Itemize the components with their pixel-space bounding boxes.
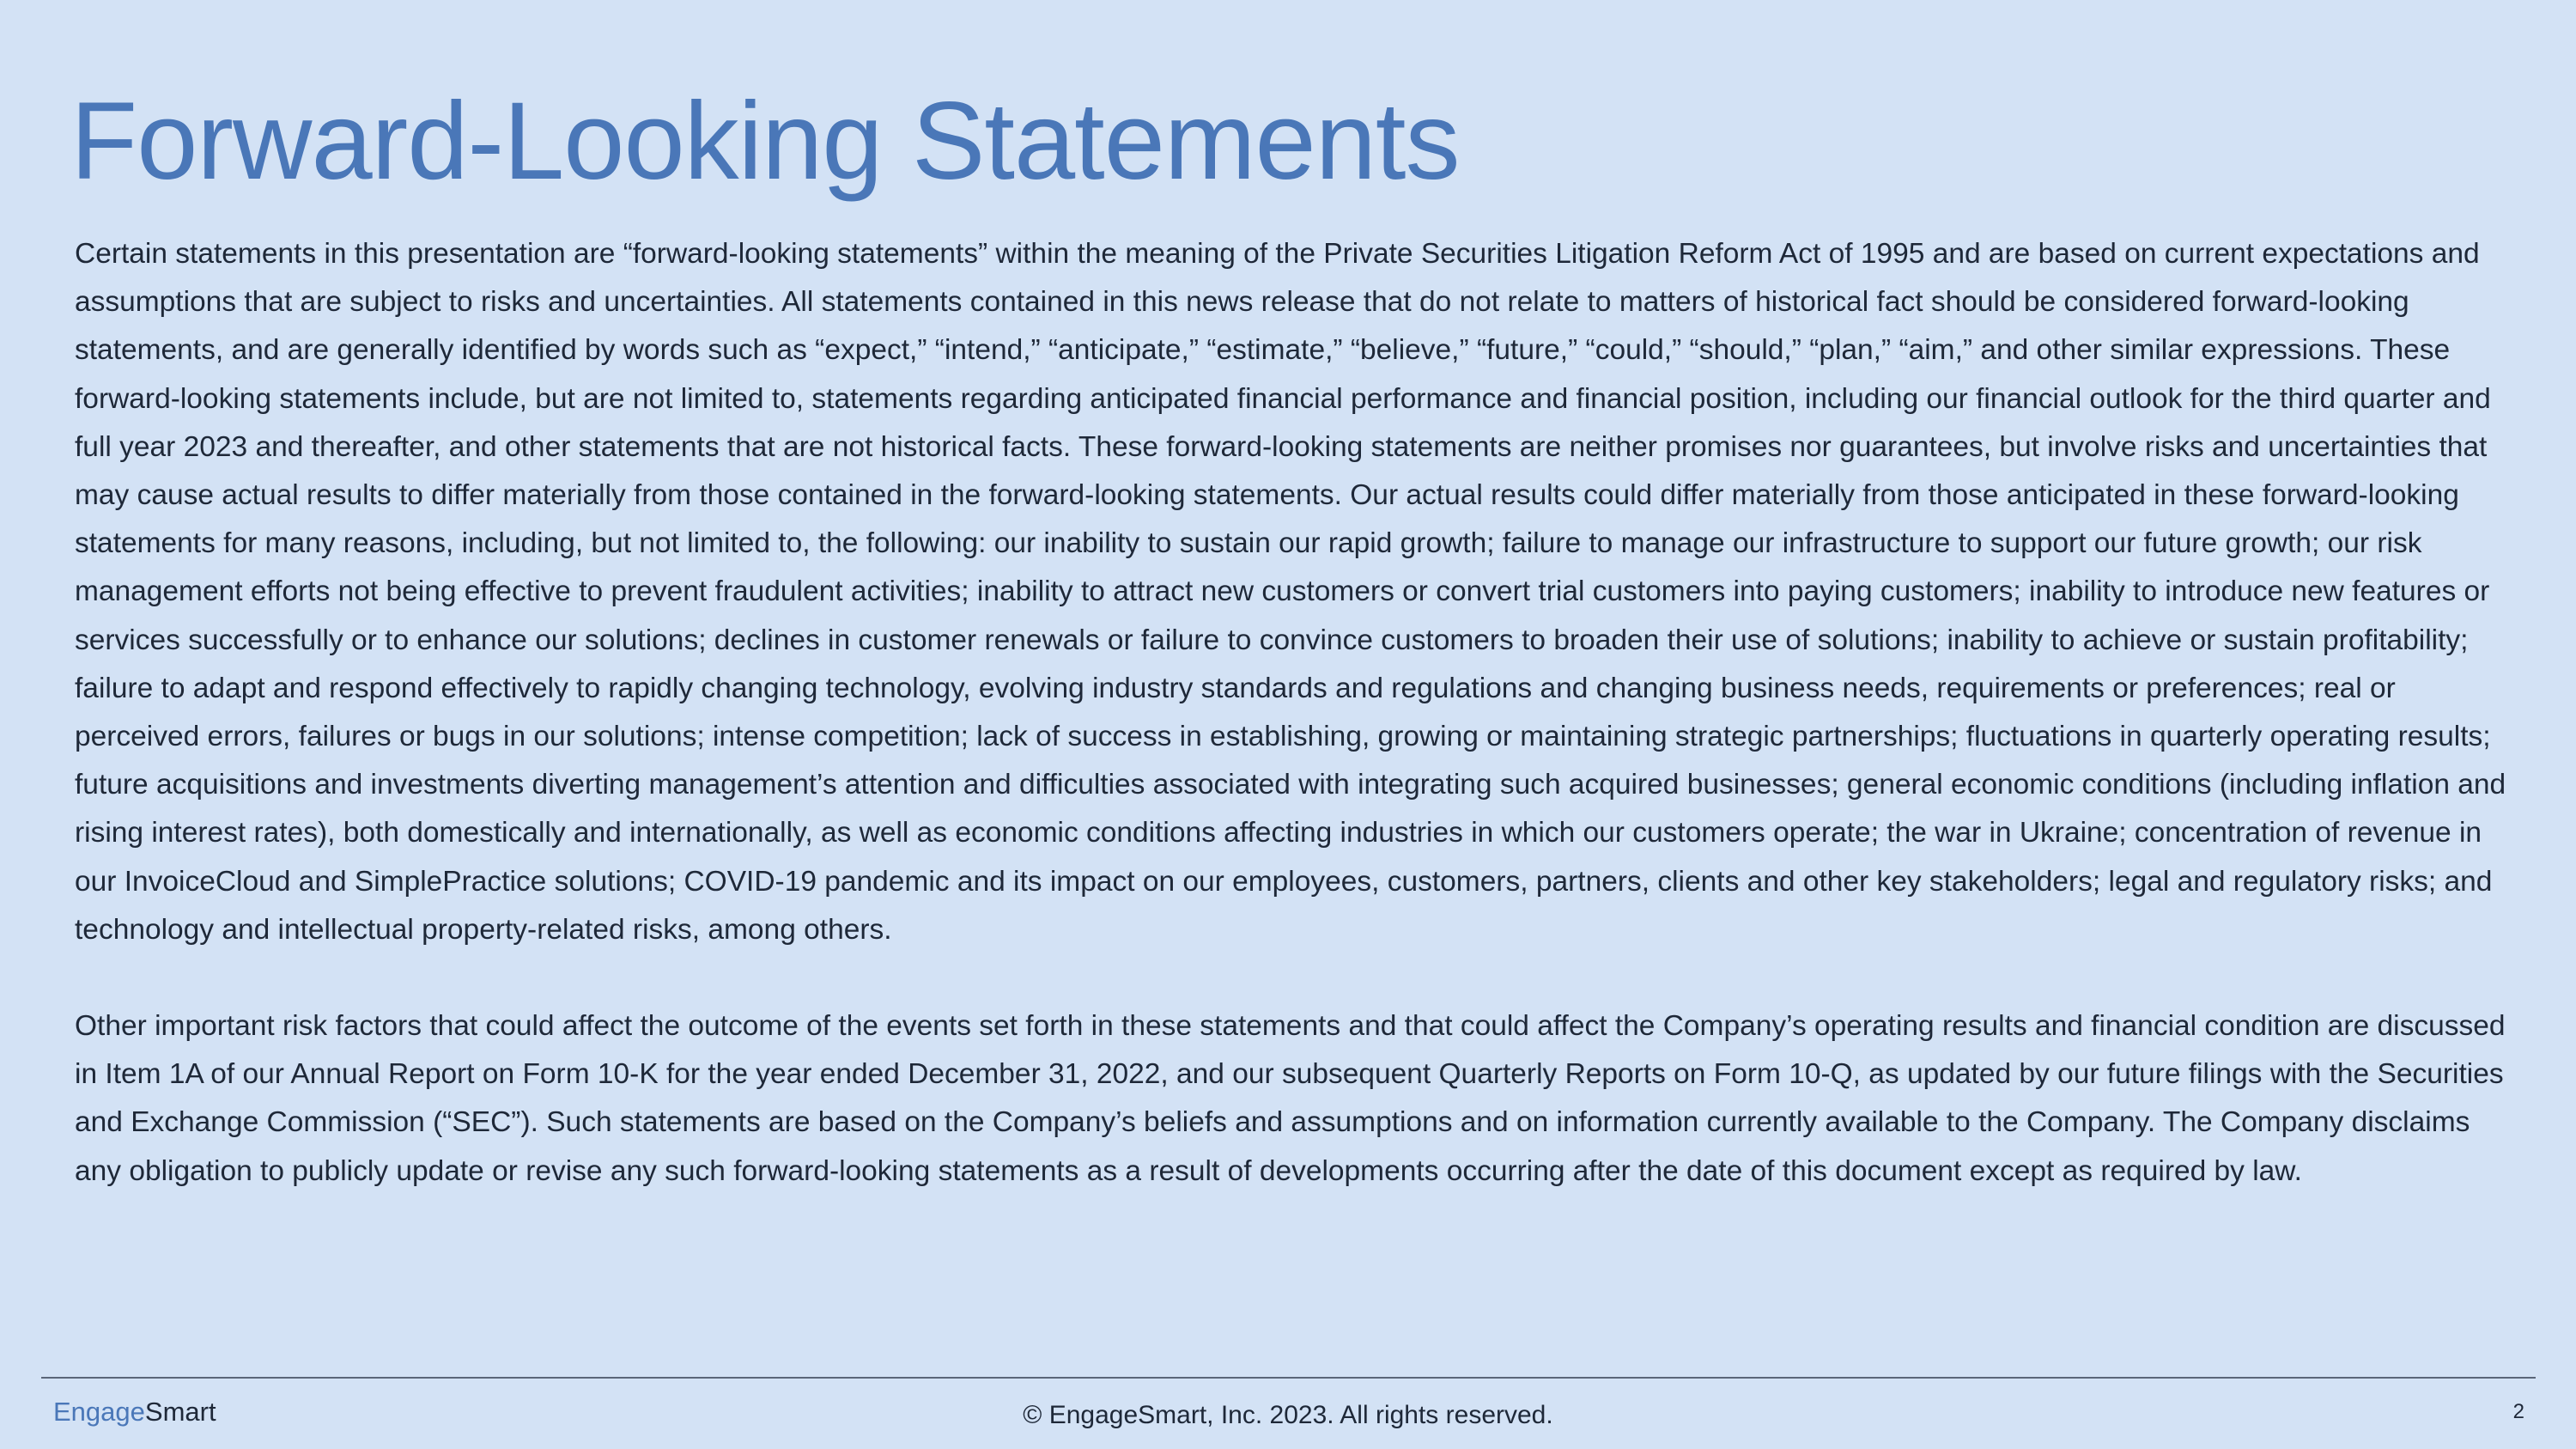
- slide-title: Forward-Looking Statements: [70, 80, 1460, 203]
- logo-smart-text: Smart: [144, 1397, 216, 1427]
- paragraph-forward-looking: Certain statements in this presentation are “forward-looking statements” within the meaning of the Private Securities Litigation Reform Act of 1995 and are based on current expectations and assumptions that are subject to risks and uncertainties. All statements contained in this news release that do not relate to matters of historical fact should be considered forward-looking statements, and are generally identified by words such as “expect,” “intend,” “anticipate,” “estimate,” “believe,” “future,” “could,” “should,” “plan,” “aim,” and other similar expressions. These forward-looking statements include, but are not limited to, statements regarding anticipated financial performance and financial position, including our financial outlook for the third quarter and full year 2023 and thereafter, and other statements that are not historical facts. These forward-looking statements are neither promises nor guarantees, but involve risks and uncertainties that may cause actual results to differ materially from those contained in the forward-looking statements. Our actual results could differ materially from those anticipated in these forward-looking statements for many reasons, including, but not limited to, the following: our inability to sustain our rapid growth; failure to manage our infrastructure to support our future growth; our risk management efforts not being effective to prevent fraudulent activities; inability to attract new customers or convert trial customers into paying customers; inability to introduce new features or services successfully or to enhance our solutions; declines in customer renewals or failure to convince customers to broaden their use of solutions; inability to achieve or sustain profitability; failure to adapt and respond effectively to rapidly changing technology, evolving industry standards and regulations and changing business needs, requirements or preferences; real or perceived errors, failures or bugs in our solutions; intense competition; lack of success in establishing, growing or maintaining strategic partnerships; fluctuations in quarterly operating results; future acquisitions and investments diverting management’s attention and difficulties associated with integrating such acquired businesses; general economic conditions (including inflation and rising interest rates), both domestically and internationally, as well as economic conditions affecting industries in which our customers operate; the war in Ukraine; concentration of revenue in our InvoiceCloud and SimplePractice solutions; COVID-19 pandemic and its impact on our employees, customers, partners, clients and other key stakeholders; legal and regulatory risks; and technology and intellectual property-related risks, among others.: [75, 238, 2506, 946]
- body-text: [75, 230, 2522, 1244]
- copyright-notice: © EngageSmart, Inc. 2023. All rights reserved.: [1023, 1401, 1553, 1429]
- page-number: 2: [2512, 1400, 2524, 1423]
- logo-engage-text: Engage: [53, 1397, 145, 1427]
- footer-divider: [41, 1377, 2536, 1379]
- paragraph-risk-factors: Other important risk factors that could affect the outcome of the events set forth in these statements and that could affect the Company’s operating results and financial condition are discussed in Item 1A of our Annual Report on Form 10-K for the year ended December 31, 2022, and our subsequent Quarterly Reports on Form 10-Q, as updated by our future filings with the Securities and Exchange Commission (“SEC”). Such statements are based on the Company’s beliefs and assumptions and on information currently available to the Company. The Company disclaims any obligation to publicly update or revise any such forward-looking statements as a result of developments occurring after the date of this document except as required by law.: [75, 1010, 2506, 1187]
